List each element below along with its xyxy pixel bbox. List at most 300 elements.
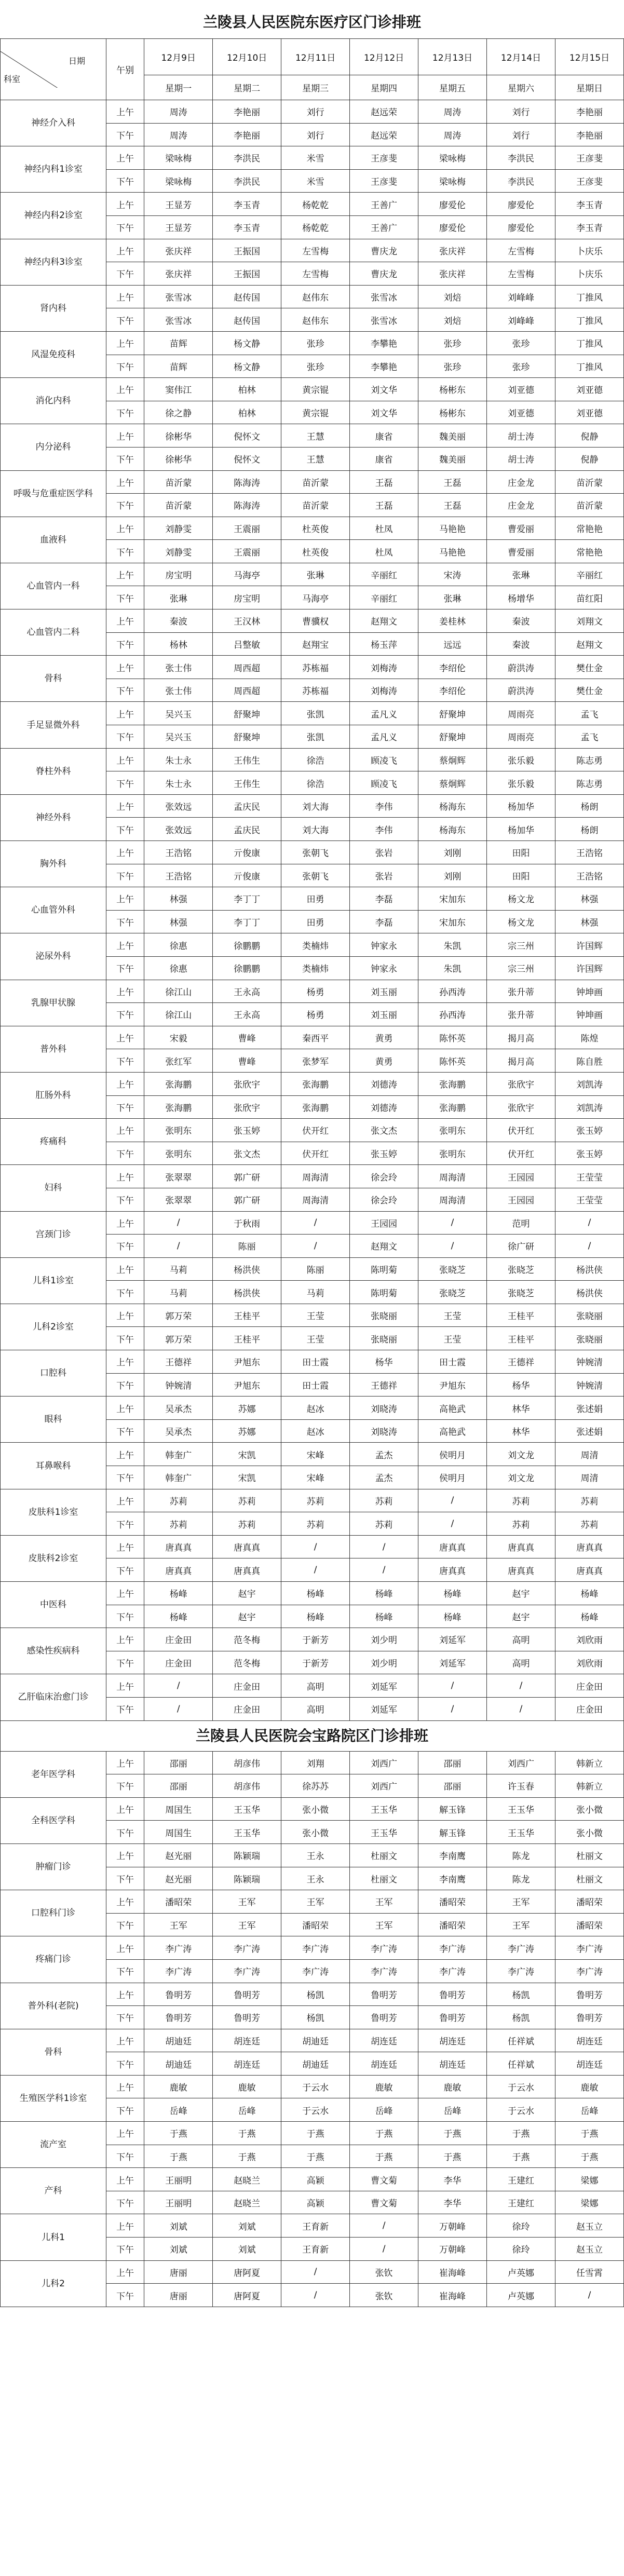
period-cell: 上午 [106, 2168, 144, 2191]
doctor-cell: 张雪冰 [350, 285, 418, 308]
doctor-cell: 胡彦伟 [213, 1751, 281, 1774]
doctor-cell: 张文杰 [350, 1119, 418, 1142]
doctor-cell: 赵翔文 [555, 632, 623, 656]
doctor-cell: 张晓丽 [350, 1304, 418, 1327]
doctor-cell: 于燕 [281, 2122, 350, 2145]
doctor-cell: 苗沂蒙 [144, 470, 213, 494]
doctor-cell: 苗沂蒙 [555, 470, 623, 494]
doctor-cell: 李丁丁 [213, 887, 281, 911]
department-cell: 儿科2 [1, 2260, 106, 2307]
doctor-cell: 王园园 [350, 1211, 418, 1235]
doctor-cell: 许玉春 [487, 1774, 555, 1798]
period-cell: 上午 [106, 1582, 144, 1605]
doctor-cell: 刘峰峰 [487, 308, 555, 332]
doctor-cell: 黄宗锟 [281, 401, 350, 424]
doctor-cell: / [281, 1211, 350, 1235]
doctor-cell: 鲁明芳 [213, 1983, 281, 2006]
doctor-cell: 刘亚德 [487, 401, 555, 424]
doctor-cell: 刘文华 [350, 378, 418, 401]
doctor-cell: 陈怀英 [418, 1049, 487, 1073]
department-cell: 口腔科门诊 [1, 1890, 106, 1936]
doctor-cell: 徐会玲 [350, 1165, 418, 1188]
weekday-header: 星期五 [418, 75, 487, 100]
doctor-cell: 王德祥 [487, 1350, 555, 1374]
doctor-cell: 杨文龙 [487, 910, 555, 933]
doctor-cell: 张海鹏 [418, 1095, 487, 1119]
doctor-cell: 刘静雯 [144, 540, 213, 563]
doctor-cell: 赵光丽 [144, 1867, 213, 1890]
department-cell: 神经内科2诊室 [1, 193, 106, 239]
doctor-cell: 张明东 [144, 1119, 213, 1142]
doctor-cell: 崔海峰 [418, 2260, 487, 2284]
doctor-cell: 赵翔文 [350, 609, 418, 633]
doctor-cell: 吴承杰 [144, 1397, 213, 1420]
doctor-cell: 唐丽 [144, 2260, 213, 2284]
doctor-cell: 王伟生 [213, 771, 281, 795]
doctor-cell: 庄金田 [144, 1651, 213, 1674]
doctor-cell: 于燕 [418, 2145, 487, 2168]
doctor-cell: 张明东 [418, 1142, 487, 1165]
schedule-table-east [0, 38, 624, 1721]
doctor-cell: 黄勇 [350, 1026, 418, 1049]
doctor-cell: / [144, 1697, 213, 1720]
table-row [1, 2029, 624, 2052]
doctor-cell: 赵远荣 [350, 100, 418, 124]
doctor-cell: 钟家永 [350, 933, 418, 957]
doctor-cell: 刘德涛 [350, 1095, 418, 1119]
doctor-cell: 王德祥 [144, 1350, 213, 1374]
department-cell: 儿科2诊室 [1, 1304, 106, 1350]
doctor-cell: 王磊 [350, 470, 418, 494]
doctor-cell: 张晓丽 [555, 1304, 623, 1327]
doctor-cell: 李磊 [350, 887, 418, 911]
doctor-cell: 潘昭荣 [555, 1890, 623, 1914]
doctor-cell: 周国生 [144, 1797, 213, 1821]
doctor-cell: 鲁明芳 [418, 2006, 487, 2029]
doctor-cell: 王磊 [350, 494, 418, 517]
doctor-cell: 徐浩 [281, 771, 350, 795]
doctor-cell: 王军 [144, 1913, 213, 1936]
doctor-cell: 刘玉丽 [350, 980, 418, 1003]
doctor-cell: 梁咏梅 [418, 146, 487, 170]
table-row [1, 2168, 624, 2191]
doctor-cell: 林强 [555, 887, 623, 911]
period-cell: 下午 [106, 864, 144, 887]
period-cell: 上午 [106, 656, 144, 679]
doctor-cell: 李广涛 [281, 1936, 350, 1960]
doctor-cell: 赵冰 [281, 1419, 350, 1443]
period-cell: 上午 [106, 1751, 144, 1774]
doctor-cell: 钟婉清 [555, 1350, 623, 1374]
doctor-cell: / [555, 1235, 623, 1258]
table-row [1, 887, 624, 911]
period-cell: 下午 [106, 1558, 144, 1582]
date-header: 12月13日 [418, 39, 487, 75]
doctor-cell: 刘翔 [281, 1751, 350, 1774]
department-cell: 呼吸与危重症医学科 [1, 470, 106, 517]
doctor-cell: 张庆祥 [144, 239, 213, 262]
doctor-cell: 刘文龙 [487, 1443, 555, 1466]
doctor-cell: 杨峰 [144, 1605, 213, 1628]
doctor-cell: 张钦 [350, 2284, 418, 2307]
department-cell: 产科 [1, 2168, 106, 2214]
doctor-cell: 徐广研 [487, 1235, 555, 1258]
period-cell: 上午 [106, 2260, 144, 2284]
doctor-cell: 赵宇 [213, 1582, 281, 1605]
doctor-cell: 张翠翠 [144, 1165, 213, 1188]
doctor-cell: 孙西涛 [418, 980, 487, 1003]
doctor-cell: 万朝峰 [418, 2238, 487, 2261]
doctor-cell: 张升蒂 [487, 980, 555, 1003]
department-cell: 心血管内一科 [1, 563, 106, 609]
department-cell: 神经内科3诊室 [1, 239, 106, 285]
doctor-cell: 唐真真 [555, 1558, 623, 1582]
doctor-cell: 田士霞 [418, 1350, 487, 1374]
doctor-cell: 卜庆乐 [555, 239, 623, 262]
doctor-cell: / [281, 2284, 350, 2307]
doctor-cell: 于燕 [213, 2122, 281, 2145]
doctor-cell: 曹爱丽 [487, 540, 555, 563]
period-cell: 上午 [106, 146, 144, 170]
doctor-cell: 王园园 [487, 1165, 555, 1188]
doctor-cell: 杜凤 [350, 540, 418, 563]
period-cell: 上午 [106, 1350, 144, 1374]
doctor-cell: 杜英俊 [281, 517, 350, 540]
doctor-cell: 韩新立 [555, 1751, 623, 1774]
department-cell: 乳腺甲状腺 [1, 980, 106, 1026]
doctor-cell: 马莉 [144, 1257, 213, 1281]
doctor-cell: 秦西平 [281, 1026, 350, 1049]
doctor-cell: 孟庆民 [213, 818, 281, 841]
schedule-container [0, 6, 624, 2307]
doctor-cell: 张玉婷 [213, 1119, 281, 1142]
doctor-cell: 林强 [144, 887, 213, 911]
doctor-cell: 李玉青 [213, 215, 281, 239]
doctor-cell: 马莉 [281, 1281, 350, 1304]
doctor-cell: 张红军 [144, 1049, 213, 1073]
doctor-cell: 刘刚 [418, 864, 487, 887]
doctor-cell: 张海鹏 [144, 1072, 213, 1095]
period-cell: 下午 [106, 1651, 144, 1674]
schedule-table-huibao [0, 1751, 624, 2307]
date-header: 12月9日 [144, 39, 213, 75]
doctor-cell: 王振国 [213, 239, 281, 262]
doctor-cell: 米雪 [281, 146, 350, 170]
doctor-cell: 徐浩 [281, 748, 350, 771]
period-cell: 下午 [106, 2145, 144, 2168]
doctor-cell: 庄金龙 [487, 470, 555, 494]
doctor-cell: 王园园 [487, 1188, 555, 1211]
doctor-cell: 吴兴玉 [144, 702, 213, 725]
doctor-cell: 刘亚德 [487, 378, 555, 401]
doctor-cell: / [487, 1674, 555, 1698]
period-cell: 上午 [106, 1535, 144, 1558]
doctor-cell: 王军 [281, 1890, 350, 1914]
doctor-cell: 邵丽 [144, 1774, 213, 1798]
period-cell: 上午 [106, 1165, 144, 1188]
doctor-cell: 胡连廷 [213, 2029, 281, 2052]
doctor-cell: 张海鹏 [144, 1095, 213, 1119]
period-cell: 下午 [106, 956, 144, 980]
doctor-cell: 刘焙 [418, 308, 487, 332]
doctor-cell: 梁咏梅 [144, 169, 213, 193]
doctor-cell: 魏美丽 [418, 424, 487, 448]
doctor-cell: 左雪梅 [487, 239, 555, 262]
doctor-cell: 周涛 [418, 100, 487, 124]
doctor-cell: 卜庆乐 [555, 262, 623, 286]
department-cell: 眼科 [1, 1397, 106, 1443]
table-row [1, 2260, 624, 2284]
table-row [1, 563, 624, 586]
doctor-cell: 杨峰 [418, 1605, 487, 1628]
date-header: 12月10日 [213, 39, 281, 75]
period-cell: 上午 [106, 887, 144, 911]
doctor-cell: 周海清 [281, 1188, 350, 1211]
table-row [1, 1350, 624, 1374]
department-cell: 血液科 [1, 517, 106, 563]
period-cell: 下午 [106, 169, 144, 193]
doctor-cell: 许国辉 [555, 933, 623, 957]
period-cell: 下午 [106, 1697, 144, 1720]
doctor-cell: 苏莉 [487, 1512, 555, 1536]
period-cell: 下午 [106, 1235, 144, 1258]
table-row [1, 1165, 624, 1188]
period-cell: 下午 [106, 1142, 144, 1165]
doctor-cell: 苏莉 [555, 1512, 623, 1536]
doctor-cell: 倪静 [555, 424, 623, 448]
doctor-cell: 高艳武 [418, 1419, 487, 1443]
doctor-cell: 秦波 [487, 609, 555, 633]
doctor-cell: 顾凌飞 [350, 771, 418, 795]
doctor-cell: 刘斌 [213, 2238, 281, 2261]
doctor-cell: 赵远荣 [350, 123, 418, 146]
doctor-cell: 张凯 [281, 725, 350, 749]
doctor-cell: 王桂平 [487, 1327, 555, 1350]
doctor-cell: 杨华 [487, 1373, 555, 1397]
table-row [1, 1983, 624, 2006]
doctor-cell: 林强 [144, 910, 213, 933]
doctor-cell: 张乐毅 [487, 771, 555, 795]
doctor-cell: 徐之静 [144, 401, 213, 424]
period-cell: 上午 [106, 424, 144, 448]
doctor-cell: 胡连廷 [555, 2052, 623, 2076]
doctor-cell: 舒聚坤 [418, 702, 487, 725]
doctor-cell: 赵晓兰 [213, 2168, 281, 2191]
doctor-cell: 马海亭 [281, 586, 350, 609]
doctor-cell: 张海鹏 [281, 1095, 350, 1119]
doctor-cell: 伏开红 [487, 1142, 555, 1165]
table-row [1, 1072, 624, 1095]
weekday-header: 星期三 [281, 75, 350, 100]
doctor-cell: / [418, 1674, 487, 1698]
doctor-cell: 杨朗 [555, 818, 623, 841]
period-cell: 下午 [106, 355, 144, 378]
doctor-cell: 岳峰 [213, 2098, 281, 2122]
doctor-cell: 刘大海 [281, 818, 350, 841]
weekday-header: 星期二 [213, 75, 281, 100]
doctor-cell: 苏莉 [487, 1489, 555, 1512]
doctor-cell: 王永高 [213, 1003, 281, 1026]
doctor-cell: 郭广研 [213, 1165, 281, 1188]
doctor-cell: 刘延军 [418, 1651, 487, 1674]
doctor-cell: 李广涛 [281, 1959, 350, 1983]
doctor-cell: 吴承杰 [144, 1419, 213, 1443]
doctor-cell: 张玉婷 [555, 1142, 623, 1165]
doctor-cell: 李广涛 [555, 1936, 623, 1960]
doctor-cell: 杨峰 [555, 1582, 623, 1605]
doctor-cell: 周涛 [144, 100, 213, 124]
doctor-cell: / [350, 1558, 418, 1582]
period-cell: 下午 [106, 447, 144, 470]
doctor-cell: 丁推风 [555, 308, 623, 332]
period-cell: 下午 [106, 494, 144, 517]
doctor-cell: 杨勇 [281, 980, 350, 1003]
doctor-cell: 刘西广 [350, 1751, 418, 1774]
department-cell: 皮肤科1诊室 [1, 1489, 106, 1535]
doctor-cell: 周涛 [418, 123, 487, 146]
doctor-cell: 周雨亮 [487, 725, 555, 749]
doctor-cell: 宋毅 [144, 1026, 213, 1049]
doctor-cell: 刘晓涛 [350, 1419, 418, 1443]
doctor-cell: 宋凯 [213, 1443, 281, 1466]
doctor-cell: 李广涛 [350, 1936, 418, 1960]
doctor-cell: 杨凯 [281, 1983, 350, 2006]
period-cell: 上午 [106, 193, 144, 216]
doctor-cell: / [418, 1697, 487, 1720]
doctor-cell: 鹿敏 [144, 2075, 213, 2098]
doctor-cell: 杨彬东 [418, 378, 487, 401]
doctor-cell: 张珍 [487, 331, 555, 355]
dept-label: 科室 [4, 74, 21, 84]
doctor-cell: 陈颖瑞 [213, 1843, 281, 1867]
doctor-cell: 唐真真 [418, 1558, 487, 1582]
doctor-cell: 朱凯 [418, 933, 487, 957]
doctor-cell: 杨峰 [281, 1582, 350, 1605]
period-cell: 下午 [106, 910, 144, 933]
doctor-cell: 张琳 [144, 586, 213, 609]
doctor-cell: 张琳 [281, 563, 350, 586]
period-cell: 上午 [106, 2075, 144, 2098]
doctor-cell: 唐阿夏 [213, 2260, 281, 2284]
department-cell: 神经介入科 [1, 100, 106, 146]
doctor-cell: 徐惠 [144, 956, 213, 980]
doctor-cell: 田勇 [281, 910, 350, 933]
doctor-cell: 胡士涛 [487, 424, 555, 448]
table-row [1, 517, 624, 540]
table-row [1, 1628, 624, 1651]
doctor-cell: 王莹 [281, 1304, 350, 1327]
doctor-cell: 徐彬华 [144, 447, 213, 470]
doctor-cell: 马艳艳 [418, 540, 487, 563]
doctor-cell: 鹿敏 [350, 2075, 418, 2098]
doctor-cell: 唐真真 [213, 1558, 281, 1582]
doctor-cell: 杜丽文 [555, 1867, 623, 1890]
doctor-cell: 鲁明芳 [350, 1983, 418, 2006]
doctor-cell: 刘亚德 [555, 401, 623, 424]
table-row [1, 1797, 624, 1821]
doctor-cell: 苗沂蒙 [281, 494, 350, 517]
doctor-cell: 王莹 [281, 1327, 350, 1350]
doctor-cell: 张珍 [418, 355, 487, 378]
period-cell: 上午 [106, 794, 144, 818]
department-cell: 中医科 [1, 1582, 106, 1628]
period-cell: 上午 [106, 1628, 144, 1651]
doctor-cell: 丁推风 [555, 331, 623, 355]
doctor-cell: 杨文静 [213, 331, 281, 355]
doctor-cell: 田阳 [487, 841, 555, 864]
period-cell: 下午 [106, 725, 144, 749]
department-cell: 疼痛门诊 [1, 1936, 106, 1983]
doctor-cell: 刘静雯 [144, 517, 213, 540]
doctor-cell: 王震丽 [213, 517, 281, 540]
doctor-cell: 陈海涛 [213, 494, 281, 517]
table-row [1, 609, 624, 633]
doctor-cell: 刘欣雨 [555, 1651, 623, 1674]
doctor-cell: 杨峰 [418, 1582, 487, 1605]
department-cell: 生殖医学科1诊室 [1, 2075, 106, 2121]
period-cell: 下午 [106, 1095, 144, 1119]
doctor-cell: 田阳 [487, 864, 555, 887]
doctor-cell: 赵伟东 [281, 308, 350, 332]
doctor-cell: 王汉林 [213, 609, 281, 633]
doctor-cell: 王浩铭 [144, 841, 213, 864]
doctor-cell: 揭月高 [487, 1049, 555, 1073]
doctor-cell: 宋加东 [418, 910, 487, 933]
doctor-cell: 徐苏苏 [281, 1774, 350, 1798]
doctor-cell: 王浩铭 [555, 841, 623, 864]
doctor-cell: 秦波 [144, 609, 213, 633]
department-cell: 肿瘤门诊 [1, 1843, 106, 1890]
doctor-cell: 王军 [213, 1890, 281, 1914]
doctor-cell: / [144, 1235, 213, 1258]
doctor-cell: 陈志勇 [555, 748, 623, 771]
doctor-cell: / [555, 2284, 623, 2307]
doctor-cell: 苏莉 [350, 1512, 418, 1536]
doctor-cell: 高颖 [281, 2191, 350, 2214]
doctor-cell: 苏栋福 [281, 679, 350, 702]
doctor-cell: 宗三州 [487, 933, 555, 957]
doctor-cell: 潘昭荣 [281, 1913, 350, 1936]
table-row [1, 794, 624, 818]
doctor-cell: 李绍伦 [418, 679, 487, 702]
doctor-cell: 梁娜 [555, 2191, 623, 2214]
doctor-cell: 陈怀英 [418, 1026, 487, 1049]
doctor-cell: 刘峰峰 [487, 285, 555, 308]
period-cell: 下午 [106, 308, 144, 332]
doctor-cell: 刘文华 [350, 401, 418, 424]
doctor-cell: 李洪民 [487, 169, 555, 193]
doctor-cell: 李磊 [350, 910, 418, 933]
doctor-cell: 庄金田 [213, 1674, 281, 1698]
doctor-cell: 蔚洪涛 [487, 679, 555, 702]
doctor-cell: 刘延军 [418, 1628, 487, 1651]
doctor-cell: 张欣宇 [213, 1095, 281, 1119]
doctor-cell: 孟凡义 [350, 702, 418, 725]
department-cell: 口腔科 [1, 1350, 106, 1397]
doctor-cell: 李绍伦 [418, 656, 487, 679]
department-cell: 心血管外科 [1, 887, 106, 933]
period-cell: 下午 [106, 1419, 144, 1443]
doctor-cell: 刘凯涛 [555, 1072, 623, 1095]
doctor-cell: 庄金田 [555, 1697, 623, 1720]
doctor-cell: 苏娜 [213, 1419, 281, 1443]
doctor-cell: 王莹 [418, 1327, 487, 1350]
doctor-cell: 张明东 [144, 1142, 213, 1165]
department-cell: 皮肤科2诊室 [1, 1535, 106, 1581]
doctor-cell: 王建红 [487, 2168, 555, 2191]
doctor-cell: 曹爱丽 [487, 517, 555, 540]
period-cell: 下午 [106, 2191, 144, 2214]
